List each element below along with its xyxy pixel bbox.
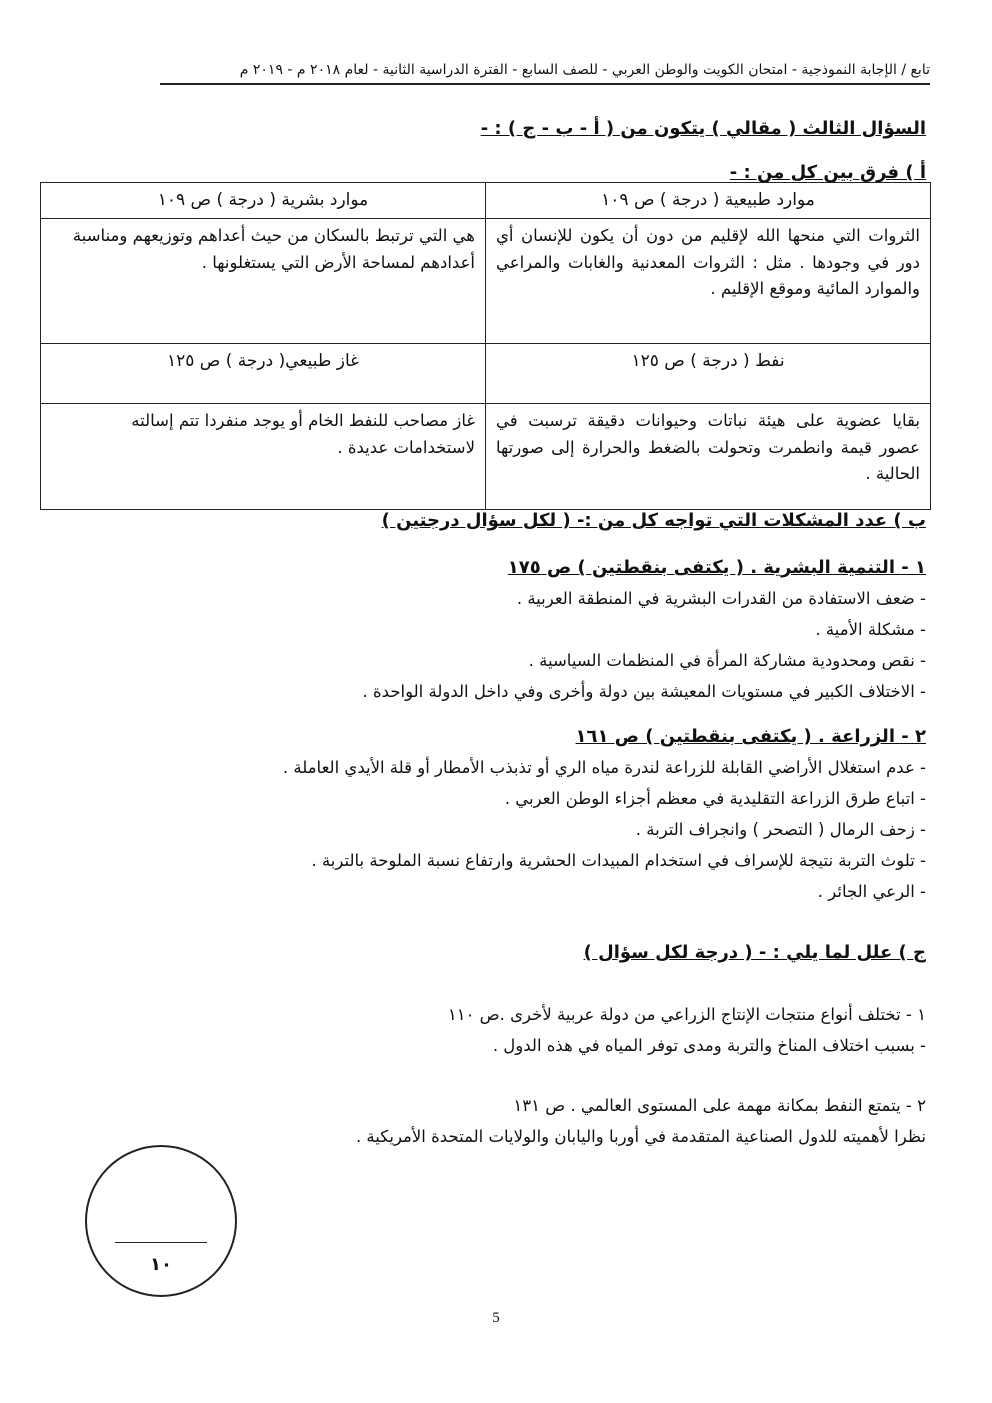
natural-gas-header: غاز طبيعي( درجة ) ص ١٢٥ xyxy=(41,344,486,404)
page-header: تابع / الإجابة النموذجية - امتحان الكويت والوطن العربي - للصف السابع - الفترة الدراسية الثانية - لعام ٢٠١٨ م - ٢٠١٩ م xyxy=(160,62,930,85)
human-development-title: ١ - التنمية البشرية . ( يكتفى بنقطتين ) ص ١٧٥ xyxy=(507,557,926,578)
list-item: - نقص ومحدودية مشاركة المرأة في المنظمات السياسية . xyxy=(528,651,926,670)
natural-resources-definition: الثروات التي منحها الله لإقليم من دون أن يكون للإنسان أي دور في وجودها . مثل : الثروات المعدنية والغابات والمراعي والموارد المائية وموقع الإقليم . xyxy=(486,219,931,344)
oil-header: نفط ( درجة ) ص ١٢٥ xyxy=(486,344,931,404)
human-resources-definition: هي التي ترتبط بالسكان من حيث أعداهم وتوزيعهم ومناسبة أعدادهم لمساحة الأرض التي يستغلونها . xyxy=(41,219,486,344)
natural-gas-definition: غاز مصاحب للنفط الخام أو يوجد منفردا تتم إسالته لاستخدامات عديدة . xyxy=(41,404,486,510)
list-item: - ضعف الاستفادة من القدرات البشرية في المنطقة العربية . xyxy=(516,589,926,608)
reason-answer-1: - بسبب اختلاف المناخ والتربة ومدى توفر المياه في هذه الدول . xyxy=(492,1036,926,1055)
page-number: 5 xyxy=(492,1310,500,1326)
list-item: - الاختلاف الكبير في مستويات المعيشة بين دولة وأخرى وفي داخل الدولة الواحدة . xyxy=(362,682,926,701)
table-row xyxy=(41,344,931,404)
list-item: - الرعي الجائر . xyxy=(817,882,926,901)
list-item: - تلوث التربة نتيجة للإسراف في استخدام المبيدات الحشرية وارتفاع نسبة الملوحة بالتربة . xyxy=(311,851,926,870)
reason-question-1: ١ - تختلف أنواع منتجات الإنتاج الزراعي من دولة عربية لأخرى .ص ١١٠ xyxy=(447,1005,926,1024)
table-row xyxy=(41,183,931,219)
grade-stamp xyxy=(85,1145,237,1297)
list-item: - مشكلة الأمية . xyxy=(815,620,926,639)
section-c-title: ج ) علل لما يلي : - ( درجة لكل سؤال ) xyxy=(583,942,926,963)
section-a-title: أ ) فرق بين كل من : - xyxy=(729,162,926,183)
list-item: - زحف الرمال ( التصحر ) وانجراف التربة . xyxy=(635,820,926,839)
agriculture-title: ٢ - الزراعة . ( يكتفى بنقطتين ) ص ١٦١ xyxy=(575,726,926,747)
natural-resources-header: موارد طبيعية ( درجة ) ص ١٠٩ xyxy=(486,183,931,219)
table-row xyxy=(41,404,931,510)
human-resources-header: موارد بشرية ( درجة ) ص ١٠٩ xyxy=(41,183,486,219)
table-row xyxy=(41,219,931,344)
reason-answer-2: نظرا لأهميته للدول الصناعية المتقدمة في أوربا واليابان والولايات المتحدة الأمريكية . xyxy=(355,1127,926,1146)
comparison-table xyxy=(40,182,931,510)
score-line xyxy=(115,1242,207,1243)
section-b-title: ب ) عدد المشكلات التي تواجه كل من :- ( لكل سؤال درجتين ) xyxy=(381,510,926,531)
list-item: - عدم استغلال الأراضي القابلة للزراعة لندرة مياه الري أو تذبذب الأمطار أو قلة الأيدي العاملة . xyxy=(282,758,926,777)
oil-definition: بقايا عضوية على هيئة نباتات وحيوانات دقيقة ترسبت في عصور قيمة وانطمرت وتحولت بالضغط والحرارة إلى صورتها الحالية . xyxy=(486,404,931,510)
list-item: - اتباع طرق الزراعة التقليدية في معظم أجزاء الوطن العربي . xyxy=(504,789,926,808)
total-score: ١٠ xyxy=(150,1254,172,1275)
question-title: السؤال الثالث ( مقالي ) يتكون من ( أ - ب - ج ) : - xyxy=(480,118,926,139)
reason-question-2: ٢ - يتمتع النفط بمكانة مهمة على المستوى العالمي . ص ١٣١ xyxy=(513,1096,926,1115)
